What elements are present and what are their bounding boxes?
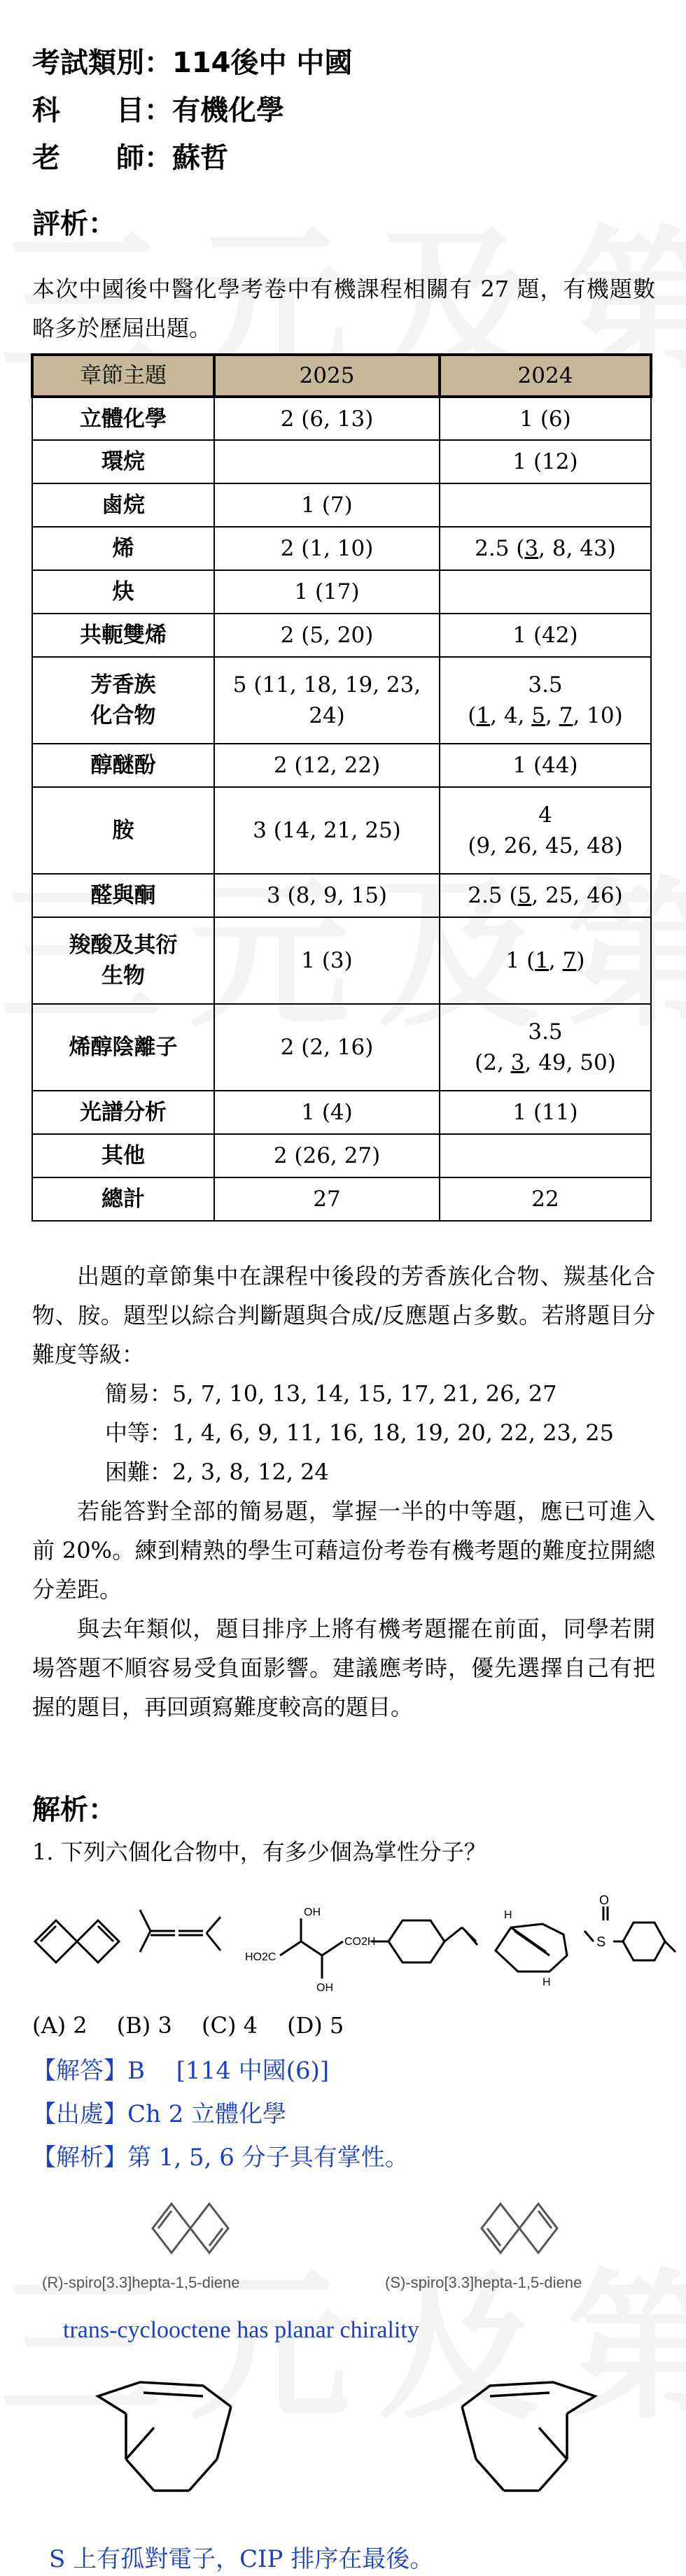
difficulty-medium: 中等：1, 4, 6, 9, 11, 16, 18, 19, 20, 22, 23, 25 <box>105 1420 614 1446</box>
h-label-2: H <box>542 1976 551 1988</box>
row-2024-line: 4 <box>538 802 552 828</box>
table-row <box>32 874 651 917</box>
row-2024-text: , <box>545 703 559 728</box>
row-2025: 1 (7) <box>214 483 440 527</box>
row-2024-text: ( <box>468 703 477 728</box>
row-topic: 芳香族 化合物 <box>32 657 214 744</box>
row-2024-text: , 10) <box>573 703 623 728</box>
row-2024 <box>440 1134 651 1177</box>
row-topic-line: 羧酸及其衍 <box>69 933 178 958</box>
teacher-line <box>32 137 228 179</box>
question-1-choices: (A) 2 (B) 3 (C) 4 (D) 5 <box>32 2012 344 2039</box>
s-atom-label: S <box>596 1934 606 1950</box>
row-2024-text: , <box>548 948 563 973</box>
row-2025-line: 24) <box>309 703 345 728</box>
row-2024-text: , 25, 46) <box>531 883 623 908</box>
analysis-intro: 本次中國後中醫化學考卷中有機課程相關有 27 題，有機題數略多於歷屆出題。 <box>32 276 655 341</box>
row-topic: 總計 <box>32 1177 214 1221</box>
row-topic: 胺 <box>32 787 214 874</box>
spiro-diene-structure <box>35 1920 119 1962</box>
r-spiro-structure <box>147 2190 231 2267</box>
row-2024-underlined: 5 <box>517 883 532 908</box>
row-topic: 烯醇陰離子 <box>32 1004 214 1091</box>
table-header-topic: 章節主題 <box>32 355 214 397</box>
row-2024 <box>440 657 651 744</box>
row-topic: 烯 <box>32 527 214 570</box>
exam-type-value: 114後中 中國 <box>172 47 353 79</box>
row-2024-underlined: 1 <box>535 948 549 973</box>
analysis-para-1: 出題的章節集中在課程中後段的芳香族化合物、羰基化合物、胺。題型以綜合判斷題與合成/反應題占多數。若將題目分難度等級： <box>32 1263 655 1368</box>
row-2025: 3 (14, 21, 25) <box>214 787 440 874</box>
row-topic: 環烷 <box>32 440 214 483</box>
table-row <box>32 1177 651 1221</box>
row-2024 <box>440 1004 651 1091</box>
r-spiro-caption: (R)-spiro[3.3]hepta-1,5-diene <box>42 2274 240 2291</box>
row-2025 <box>214 657 440 744</box>
row-2024-text: , 49, 50) <box>524 1050 616 1075</box>
difficulty-hard: 困難：2, 3, 8, 12, 24 <box>105 1459 329 1485</box>
row-2024-underlined: 7 <box>559 703 573 728</box>
table-row <box>32 570 651 614</box>
s-spiro-caption: (S)-spiro[3.3]hepta-1,5-diene <box>385 2274 582 2291</box>
table-row <box>32 527 651 570</box>
question-1: 1. 下列六個化合物中，有多少個為掌性分子？ <box>32 1839 486 1865</box>
s-spiro-structure <box>476 2190 560 2267</box>
table-header-2024: 2024 <box>440 355 651 397</box>
answer-line: 【解答】B [114 中國(6)] <box>32 2057 330 2085</box>
row-2024-text: ) <box>576 948 585 973</box>
row-2025: 2 (12, 22) <box>214 744 440 787</box>
cyclohexane-structure <box>371 1920 477 1962</box>
row-2024-underlined: 5 <box>531 703 545 728</box>
row-topic: 醛與酮 <box>32 874 214 917</box>
row-2024: 1 (44) <box>440 744 651 787</box>
row-2024 <box>440 570 651 614</box>
row-2025: 1 (17) <box>214 570 440 614</box>
row-2024 <box>440 483 651 527</box>
teacher-value: 蘇哲 <box>172 142 228 174</box>
subject-value: 有機化學 <box>172 94 284 127</box>
row-2024: 1 (42) <box>440 614 651 657</box>
subject-line <box>32 90 284 132</box>
row-2024-text: , 4, <box>490 703 532 728</box>
table-row <box>32 917 651 1004</box>
row-topic: 其他 <box>32 1134 214 1177</box>
row-2025: 2 (2, 16) <box>214 1004 440 1091</box>
row-topic-line: 生物 <box>102 963 145 989</box>
row-2025: 3 (8, 9, 15) <box>214 874 440 917</box>
table-row <box>32 787 651 874</box>
row-2025-line: 5 (11, 18, 19, 23, <box>232 672 421 698</box>
row-2024-text: (2, <box>475 1050 511 1075</box>
trans-cyclooctene-enantiomers <box>84 2365 609 2526</box>
row-topic <box>32 917 214 1004</box>
table-row <box>32 744 651 787</box>
row-2024 <box>440 874 651 917</box>
row-2024 <box>440 527 651 570</box>
row-2024 <box>440 787 651 874</box>
row-topic: 光譜分析 <box>32 1091 214 1134</box>
table-header-row <box>32 355 651 397</box>
row-2025: 2 (6, 13) <box>214 397 440 440</box>
row-2024: 1 (12) <box>440 440 651 483</box>
row-2024-underlined: 1 <box>476 703 491 728</box>
subject-label: 科 目： <box>32 94 172 127</box>
oh-label-1: OH <box>304 1906 321 1918</box>
row-2025: 1 (4) <box>214 1091 440 1134</box>
source-line: 【出處】Ch 2 立體化學 <box>32 2100 287 2128</box>
analysis-para-2: 若能答對全部的簡易題，掌握一半的中等題，應已可進入前 20%。練到精熟的學生可藉這份考卷有機考題的難度拉開總分差距。 <box>32 1498 655 1603</box>
row-2025: 2 (26, 27) <box>214 1134 440 1177</box>
row-2025: 1 (3) <box>214 917 440 1004</box>
teacher-label: 老 師： <box>32 142 172 174</box>
row-2024: 1 (11) <box>440 1091 651 1134</box>
difficulty-easy: 簡易：5, 7, 10, 13, 14, 15, 17, 21, 26, 27 <box>105 1380 557 1407</box>
table-row <box>32 1091 651 1134</box>
row-2024-underlined: 7 <box>562 948 577 973</box>
h-label-1: H <box>504 1909 512 1921</box>
allene-structure <box>140 1910 220 1952</box>
row-topic: 共軛雙烯 <box>32 614 214 657</box>
row-2024-text: 2.5 ( <box>475 536 525 561</box>
table-row <box>32 614 651 657</box>
trans-cyclooctene-right <box>462 2382 595 2491</box>
row-2024-line <box>440 1047 650 1078</box>
o-atom-label: O <box>599 1893 610 1907</box>
row-2024-line: 3.5 <box>528 1019 563 1045</box>
row-2024: 22 <box>440 1177 651 1221</box>
row-2024-text: 2.5 ( <box>468 883 518 908</box>
explanation-line: 【解析】第 1, 5, 6 分子具有掌性。 <box>32 2144 409 2172</box>
analysis-title: 評析： <box>32 208 116 240</box>
row-topic: 鹵烷 <box>32 483 214 527</box>
co2h-label: CO2H <box>344 1936 376 1948</box>
s-lone-pair-note: S 上有孤對電子，CIP 排序在最後。 <box>49 2545 434 2573</box>
row-2024-text: 1 ( <box>505 948 536 973</box>
row-topic: 醇醚酚 <box>32 744 214 787</box>
table-row <box>32 1134 651 1177</box>
trans-cyclooctene-structure <box>496 1924 567 1972</box>
table-row <box>32 440 651 483</box>
ho2c-label: HO2C <box>245 1951 276 1963</box>
row-2025: 2 (1, 10) <box>214 527 440 570</box>
topic-table <box>31 353 652 1222</box>
trans-cyclooctene-left <box>98 2382 231 2491</box>
row-topic: 立體化學 <box>32 397 214 440</box>
table-row <box>32 483 651 527</box>
row-2024-line: 3.5 <box>528 672 563 698</box>
row-2024 <box>440 917 651 1004</box>
row-2024-line: (9, 26, 45, 48) <box>468 833 623 858</box>
tartaric-acid-structure <box>280 1918 343 1979</box>
row-2025: 27 <box>214 1177 440 1221</box>
question-1-structures <box>28 1889 679 1994</box>
row-2024-underlined: 3 <box>510 1050 525 1075</box>
row-2024-underlined: 3 <box>524 536 539 561</box>
table-row <box>32 657 651 744</box>
sulfoxide-structure <box>584 1906 676 1960</box>
row-2025 <box>214 440 440 483</box>
analysis-para-3: 與去年類似，題目排序上將有機考題擺在前面，同學若開場答題不順容易受負面影響。建議應考時，優先選擇自己有把握的題目，再回頭寫難度較高的題目。 <box>32 1615 655 1720</box>
table-header-2025: 2025 <box>214 355 440 397</box>
oh-label-2: OH <box>316 1982 333 1994</box>
row-topic: 炔 <box>32 570 214 614</box>
exam-type-label: 考試類別： <box>32 47 172 79</box>
table-row <box>32 397 651 440</box>
exam-type-line <box>32 42 352 84</box>
row-2024: 1 (6) <box>440 397 651 440</box>
trans-cyclooctene-note: trans-cyclooctene has planar chirality <box>63 2317 419 2343</box>
solution-title: 解析： <box>32 1794 116 1826</box>
row-2024-line <box>440 700 650 731</box>
table-row <box>32 1004 651 1091</box>
row-2025: 2 (5, 20) <box>214 614 440 657</box>
row-2024-text: , 8, 43) <box>538 536 616 561</box>
